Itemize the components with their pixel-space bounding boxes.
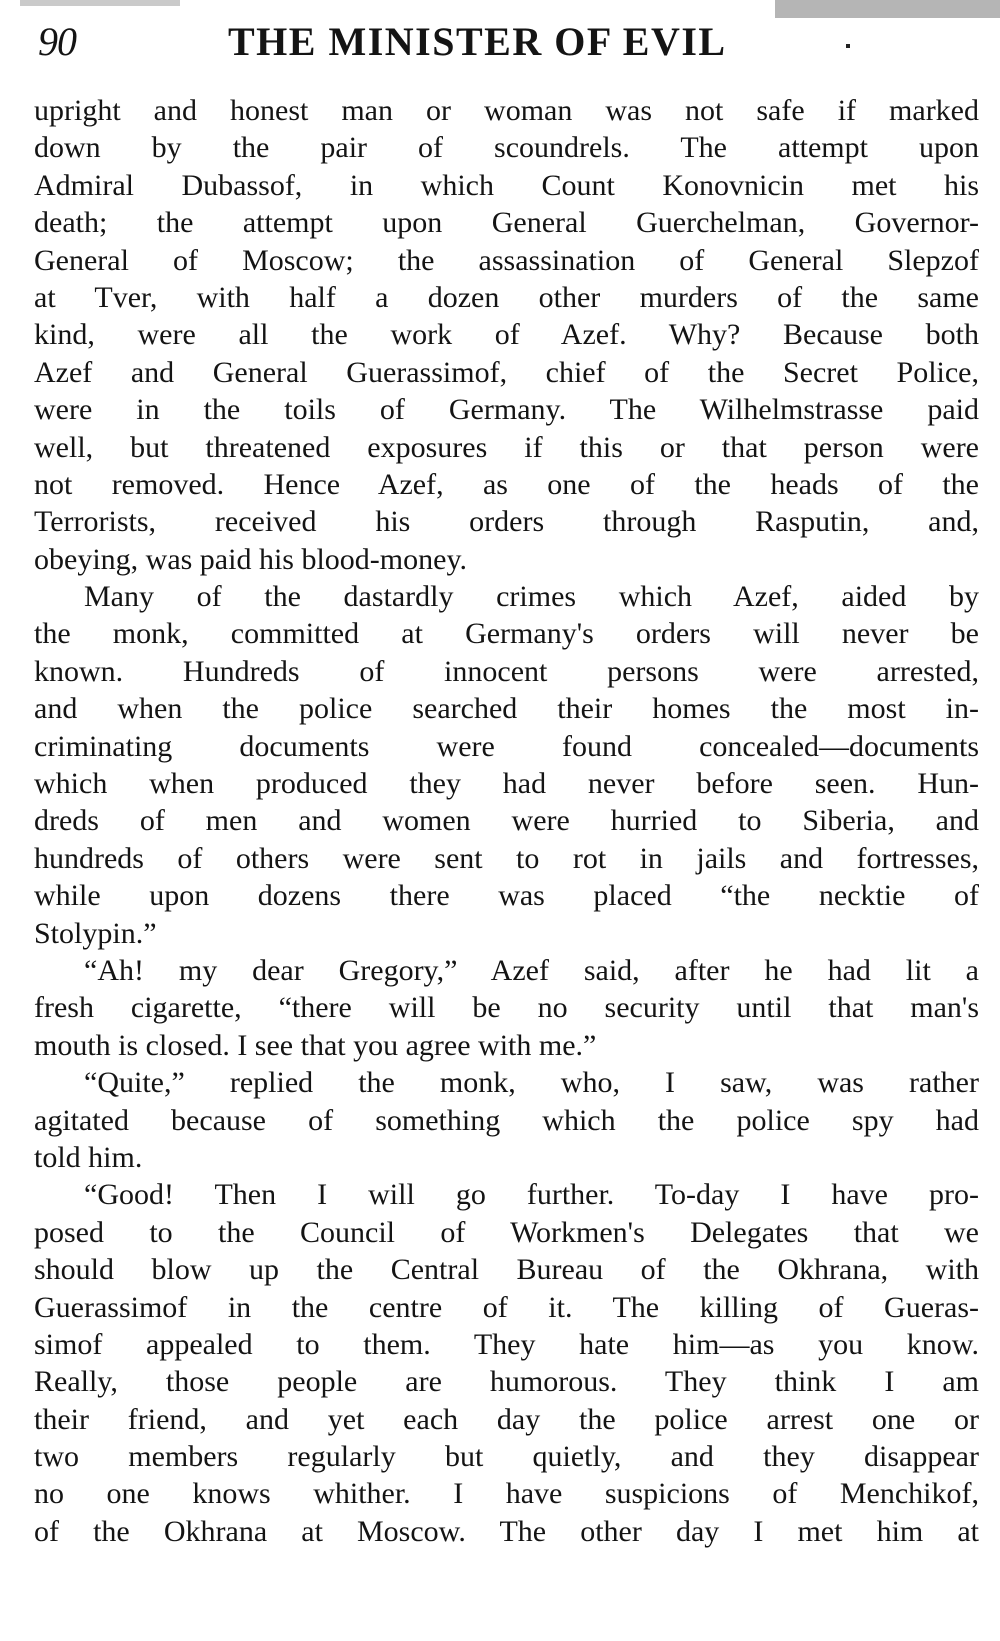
- text-line: mouth is closed. I see that you agree with me.”: [34, 1028, 597, 1062]
- text-line: Azef and General Guerassimof, chief of the Secret Police,: [34, 355, 979, 389]
- paragraph: [34, 1064, 979, 1176]
- text-line: criminating documents were found concealed—documents: [34, 729, 979, 763]
- text-line: at Tver, with half a dozen other murders of the same: [34, 280, 979, 314]
- text-line: told him.: [34, 1140, 143, 1174]
- text-line: dreds of men and women were hurried to Siberia, and: [34, 804, 979, 838]
- text-line: down by the pair of scoundrels. The attempt upon: [34, 131, 979, 165]
- text-line: fresh cigarette, “there will be no security until that man's: [34, 991, 979, 1025]
- text-line: were in the toils of Germany. The Wilhelmstrasse paid: [34, 393, 979, 427]
- text-line: agitated because of something which the police spy had: [34, 1103, 979, 1137]
- paragraph: [34, 952, 979, 1064]
- paragraph: [34, 1176, 979, 1550]
- text-line: of the Okhrana at Moscow. The other day I met him at: [34, 1514, 979, 1548]
- text-line: “Good! Then I will go further. To-day I have pro-: [84, 1178, 979, 1212]
- text-line: two members regularly but quietly, and they disappear: [34, 1440, 979, 1474]
- paragraph: [34, 578, 979, 952]
- text-line: hundreds of others were sent to rot in jails and fortresses,: [34, 841, 979, 875]
- text-line: their friend, and yet each day the police arrest one or: [34, 1402, 979, 1436]
- text-line: Admiral Dubassof, in which Count Konovnicin met his: [34, 168, 979, 202]
- body-text: [34, 92, 979, 1550]
- text-line: death; the attempt upon General Guerchelman, Governor-: [34, 206, 979, 240]
- text-line: kind, were all the work of Azef. Why? Because both: [34, 318, 979, 352]
- page-number: 90: [38, 19, 76, 64]
- text-line: not removed. Hence Azef, as one of the heads of the: [34, 467, 979, 501]
- text-line: “Quite,” replied the monk, who, I saw, was rather: [84, 1066, 979, 1100]
- running-head: [38, 14, 958, 70]
- text-line: no one knows whither. I have suspicions of Menchikof,: [34, 1477, 979, 1511]
- text-line: upright and honest man or woman was not safe if marked: [34, 94, 979, 127]
- text-line: and when the police searched their homes the most in-: [34, 692, 979, 726]
- text-line: Stolypin.”: [34, 916, 157, 950]
- decorative-dot: [846, 44, 850, 48]
- text-line: Terrorists, received his orders through Rasputin, and,: [34, 505, 979, 539]
- text-line: known. Hundreds of innocent persons were arrested,: [34, 654, 979, 688]
- text-line: should blow up the Central Bureau of the Okhrana, with: [34, 1253, 979, 1287]
- text-line: obeying, was paid his blood-money.: [34, 542, 467, 576]
- text-line: General of Moscow; the assassination of General Slepzof: [34, 243, 979, 277]
- paragraph: [34, 92, 979, 578]
- text-line: posed to the Council of Workmen's Delegates that we: [34, 1215, 979, 1249]
- text-line: while upon dozens there was placed “the necktie of: [34, 879, 979, 913]
- text-line: the monk, committed at Germany's orders will never be: [34, 617, 979, 651]
- text-line: which when produced they had never before seen. Hun-: [34, 767, 979, 801]
- text-line: Really, those people are humorous. They think I am: [34, 1365, 979, 1399]
- text-line: simof appealed to them. They hate him—as you know.: [34, 1327, 979, 1361]
- text-line: Guerassimof in the centre of it. The killing of Gueras-: [34, 1290, 979, 1324]
- text-line: “Ah! my dear Gregory,” Azef said, after he had lit a: [84, 953, 979, 987]
- text-line: Many of the dastardly crimes which Azef, aided by: [84, 580, 979, 614]
- book-title: THE MINISTER OF EVIL: [228, 19, 727, 64]
- scan-edge-left: [20, 0, 180, 6]
- text-line: well, but threatened exposures if this or that person were: [34, 430, 979, 464]
